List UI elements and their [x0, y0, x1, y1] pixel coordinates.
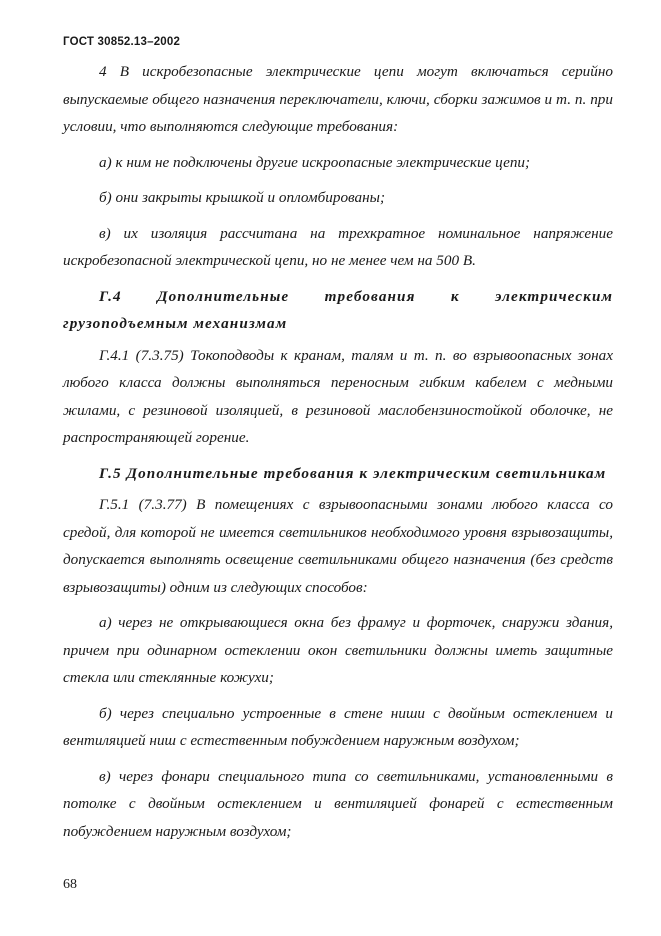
list-item-c-lanterns: в) через фонари специального типа со светильниками, установленными в потолке с двойным остеклением и вентиляцией фонарей с естественным побуждением наружным воздухом;: [63, 767, 613, 840]
paragraph-g5-1: Г.5.1 (7.3.77) В помещениях с взрывоопасными зонами любого класса со средой, для которой не имеется светильников необходимого уровня взрывозащиты, допускается выполнять освещение светильниками общего назначения (без средств взрывозащиты) одним из следующих способов:: [63, 496, 613, 596]
list-item-a: а) к ним не подключены другие искроопасные электрические цепи;: [99, 153, 531, 171]
paragraph-g4-1: Г.4.1 (7.3.75) Токоподводы к кранам, талям и т. п. во взрывоопасных зонах любого класса должны выполняться переносным гибким кабелем с медными жилами, с резиновой изоляцией, в резиновой маслобензиностойкой оболочке, не распространяющей горение.: [63, 346, 613, 446]
section-heading-g5: Г.5 Дополнительные требования к электрическим светильникам: [99, 464, 607, 482]
paragraph-intrinsic-circuits: 4 В искробезопасные электрические цепи могут включаться серийно выпускаемые общего назначения переключатели, ключи, сборки зажимов и т. п. при условии, что выполняются следующие требования:: [63, 63, 613, 135]
list-item-b-niches: б) через специально устроенные в стене ниши с двойным остеклением и вентиляцией ниш с естественным побуждением наружным воздухом;: [63, 704, 613, 749]
page-content: [63, 58, 613, 845]
document-header: ГОСТ 30852.13–2002: [63, 36, 181, 48]
list-item-b: б) они закрыты крышкой и опломбированы;: [99, 189, 385, 206]
list-item-c: в) их изоляция рассчитана на трехкратное номинальное напряжение искробезопасной электрической цепи, но не менее чем на 500 В.: [63, 224, 613, 269]
page-number: 68: [63, 877, 77, 892]
list-item-a-windows: а) через не открывающиеся окна без фрамуг и форточек, снаружи здания, причем при одинарном остеклении окон светильники должны иметь защитные стекла или стеклянные кожухи;: [63, 614, 613, 686]
section-heading-g4: Г.4 Дополнительные требования к электрическим грузоподъемным механизмам: [63, 287, 613, 332]
